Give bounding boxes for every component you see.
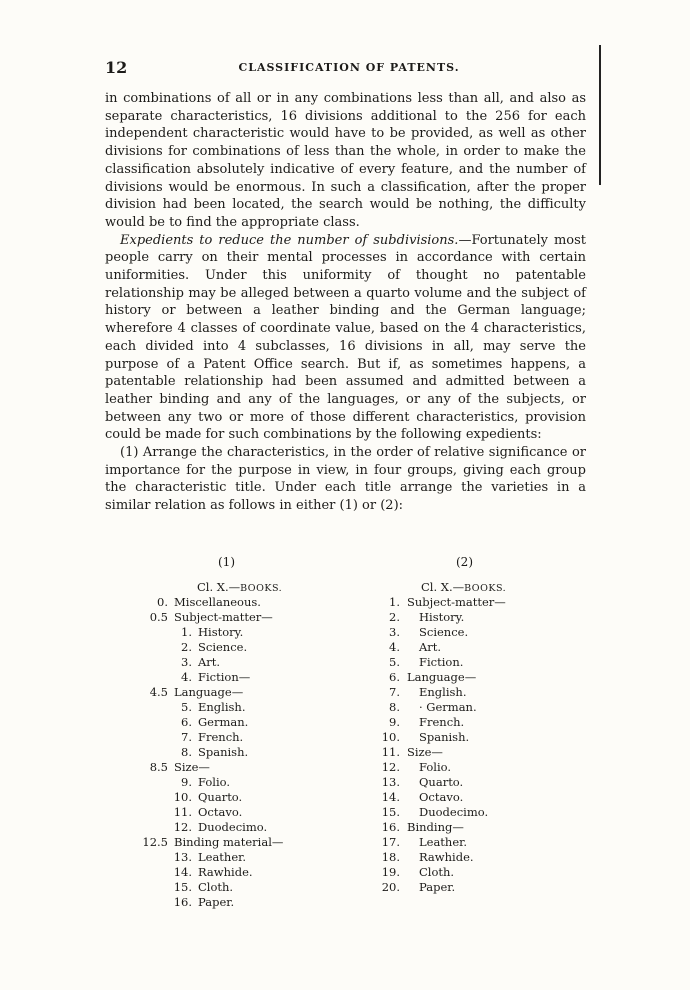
table-entry — [386, 700, 586, 715]
entry-title: Rawhide. — [198, 865, 253, 879]
entry-number: 4.5 — [149, 685, 168, 699]
entry-title: Art. — [419, 640, 442, 654]
table-entry — [140, 625, 370, 640]
entry-title: Science. — [198, 640, 248, 654]
entry-number: 17. — [381, 835, 400, 849]
table-left-title-prefix: Cl. X.— — [197, 580, 241, 594]
entry-title: Folio. — [198, 775, 231, 789]
entry-title: English. — [198, 700, 246, 714]
table-entry — [381, 850, 586, 865]
entry-title: English. — [419, 685, 467, 699]
running-head: CLASSIFICATION OF PATENTS. — [238, 61, 460, 74]
table-entry — [140, 805, 370, 820]
table-entry — [140, 610, 370, 625]
entry-title: Spanish. — [198, 745, 249, 759]
table-entry — [381, 730, 586, 745]
entry-title: Fiction. — [419, 655, 464, 669]
entry-title: Language— — [407, 670, 477, 684]
entry-number: 10. — [381, 730, 400, 744]
table-entry — [381, 820, 586, 835]
entry-title: Size— — [407, 745, 443, 759]
table-entry — [140, 685, 370, 700]
table-entry — [381, 790, 586, 805]
entry-number: 6. — [181, 715, 192, 729]
entry-number: 7. — [181, 730, 192, 744]
table-entry — [386, 715, 586, 730]
table-entry — [140, 640, 370, 655]
entry-number: 6. — [389, 670, 400, 684]
entry-title: Quarto. — [198, 790, 243, 804]
table-right-title-prefix: Cl. X.— — [421, 580, 465, 594]
entry-number: 7. — [389, 685, 400, 699]
table-entry — [140, 745, 370, 760]
entry-number: 10. — [173, 790, 192, 804]
paragraph-continuation: in combinations of all or in any combinations less than all, and also as separate characteristics, 16 divisions additional to the 256 for each independent characteristic would have to be provided, as well as other divisions for combinations of less than the whole, in order to make the classification absolutely indicative of every feature, and the number of divisions would be enormous. In such a classification, after the proper division had been located, the search would be nothing, the difficulty would be to find the appropriate class. — [105, 91, 586, 230]
entry-number: 15. — [381, 805, 400, 819]
table-right-title-class: BOOKS. — [464, 583, 507, 594]
entry-title: Leather. — [419, 835, 468, 849]
entry-number: 20. — [381, 880, 400, 894]
entry-number: 12. — [381, 760, 400, 774]
page-header — [105, 58, 593, 80]
entry-number: 15. — [173, 880, 192, 894]
table-entry — [140, 715, 370, 730]
entry-title: Fiction— — [198, 670, 251, 684]
entry-number: 8. — [389, 700, 400, 714]
entry-title: Subject-matter— — [174, 610, 273, 624]
table-entry — [381, 835, 586, 850]
entry-title: Duodecimo. — [419, 805, 489, 819]
entry-title: · German. — [419, 700, 477, 714]
entry-number: 16. — [381, 820, 400, 834]
entry-number: 16. — [173, 895, 192, 909]
entry-title: Size— — [174, 760, 210, 774]
entry-number: 19. — [381, 865, 400, 879]
entry-number: 9. — [389, 715, 400, 729]
entry-number: 0.5 — [149, 610, 168, 624]
table-entry — [381, 760, 586, 775]
entry-title: Art. — [198, 655, 221, 669]
entry-number: 4. — [181, 670, 192, 684]
body-text — [105, 90, 586, 515]
table-left-entries — [140, 595, 370, 910]
entry-number: 18. — [381, 850, 400, 864]
section-heading: Expedients to reduce the number of subdivisions. — [120, 232, 459, 248]
table-entry — [140, 790, 370, 805]
table-entry — [381, 865, 586, 880]
entry-title: Language— — [174, 685, 244, 699]
entry-number: 14. — [173, 865, 192, 879]
table-right-title — [421, 580, 506, 594]
table-entry — [140, 655, 370, 670]
table-entry — [140, 760, 370, 775]
entry-number: 11. — [381, 745, 400, 759]
entry-number: 3. — [389, 625, 400, 639]
entry-number: 13. — [381, 775, 400, 789]
table-entry — [386, 610, 586, 625]
table-entry — [386, 625, 586, 640]
paragraph-expedients-body: —Fortunately most people carry on their mental processes in accordance with certain uniformities. Under this uniformity of thought no patentable relationship may be alleged between a quarto volume and the subject of history or between a leather binding and the German language; wherefore 4 classes of coordinate value, based on the 4 characteristics, each divided into 4 subclasses, 16 divisions in all, may serve the purpose of a Patent Office search. But if, as sometimes happens, a patentable relationship had been assumed and admitted between a leather binding and any of the languages, or any of the subjects, or between any two or more of those different characteristics, provision could be made for such combinations by the following expedients: — [105, 232, 587, 443]
entry-number: 8. — [181, 745, 192, 759]
entry-title: Paper. — [198, 895, 235, 909]
entry-number: 12.5 — [142, 835, 168, 849]
entry-title: Spanish. — [419, 730, 470, 744]
entry-title: Quarto. — [419, 775, 464, 789]
page-number: 12 — [105, 58, 128, 77]
entry-title: French. — [198, 730, 244, 744]
entry-number: 0. — [157, 595, 168, 609]
entry-title: Leather. — [198, 850, 247, 864]
table-entry — [386, 595, 586, 610]
paragraph-expedients — [105, 232, 586, 444]
table-entry — [386, 685, 586, 700]
table-left-title-class: BOOKS. — [240, 583, 283, 594]
entry-number: 2. — [181, 640, 192, 654]
table-entry — [386, 655, 586, 670]
entry-number: 4. — [389, 640, 400, 654]
entry-number: 12. — [173, 820, 192, 834]
table-entry — [381, 805, 586, 820]
table-entry — [381, 880, 586, 895]
entry-title: Rawhide. — [419, 850, 474, 864]
entry-title: History. — [419, 610, 465, 624]
paragraph-arrangement: (1) Arrange the characteristics, in the order of relative significance or importance for the purpose in view, in four groups, giving each group the characteristic title. Under each title arrange the varieties in a similar relation as follows in either (1) or (2): — [105, 445, 586, 514]
table-entry — [381, 745, 586, 760]
entry-title: Cloth. — [419, 865, 455, 879]
entry-title: Subject-matter— — [407, 595, 506, 609]
entry-number: 11. — [173, 805, 192, 819]
entry-title: Binding— — [407, 820, 464, 834]
entry-title: History. — [198, 625, 244, 639]
table-entry — [140, 595, 370, 610]
table-entry — [140, 670, 370, 685]
entry-title: Miscellaneous. — [174, 595, 261, 609]
entry-number: 5. — [389, 655, 400, 669]
entry-number: 5. — [181, 700, 192, 714]
table-right-label: (2) — [456, 555, 473, 569]
entry-number: 1. — [181, 625, 192, 639]
entry-title: French. — [419, 715, 465, 729]
entry-title: Paper. — [419, 880, 456, 894]
table-entry — [140, 730, 370, 745]
table-left-title — [197, 580, 282, 594]
table-entry — [140, 850, 370, 865]
entry-number: 2. — [389, 610, 400, 624]
table-entry — [140, 865, 370, 880]
entry-number: 3. — [181, 655, 192, 669]
entry-title: Octavo. — [198, 805, 243, 819]
table-entry — [140, 775, 370, 790]
table-entry — [381, 775, 586, 790]
entry-number: 13. — [173, 850, 192, 864]
margin-rule — [599, 45, 601, 185]
entry-title: Science. — [419, 625, 469, 639]
table-entry — [140, 835, 370, 850]
table-right-entries — [381, 595, 586, 895]
entry-title: Duodecimo. — [198, 820, 268, 834]
entry-title: Folio. — [419, 760, 452, 774]
entry-number: 8.5 — [149, 760, 168, 774]
table-entry — [140, 880, 370, 895]
table-left-label: (1) — [218, 555, 235, 569]
table-entry — [386, 670, 586, 685]
entry-title: Octavo. — [419, 790, 464, 804]
entry-title: Binding material— — [174, 835, 284, 849]
entry-title: Cloth. — [198, 880, 234, 894]
entry-number: 1. — [389, 595, 400, 609]
table-entry — [140, 895, 370, 910]
entry-title: German. — [198, 715, 249, 729]
table-entry — [140, 820, 370, 835]
entry-number: 9. — [181, 775, 192, 789]
table-entry — [140, 700, 370, 715]
entry-number: 14. — [381, 790, 400, 804]
table-entry — [386, 640, 586, 655]
